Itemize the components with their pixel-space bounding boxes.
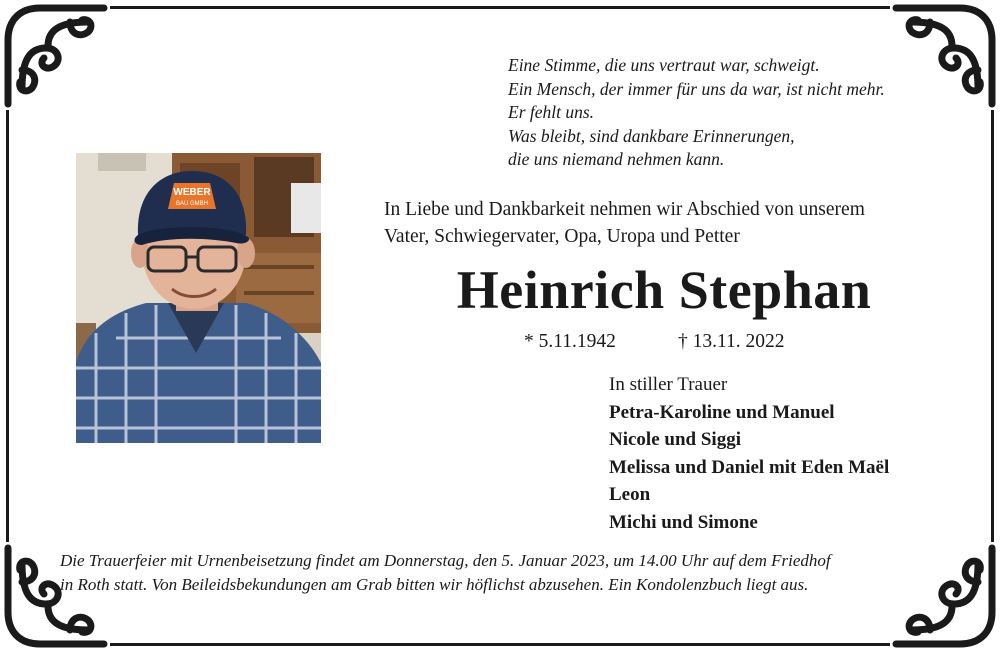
memorial-poem <box>508 54 968 172</box>
notice-line: Die Trauerfeier mit Urnenbeisetzung findet am Donnerstag, den 5. Januar 2023, um 14.00 Uhr auf dem Friedhof <box>60 551 831 570</box>
notice-line: in Roth statt. Von Beileidsbekundungen am Grab bitten wir höflichst abzusehen. Ein Kondolenzbuch liegt aus. <box>60 574 809 594</box>
poem-line: die uns niemand nehmen kann. <box>508 149 725 169</box>
mourner-name: Leon <box>609 484 651 505</box>
mourners-list <box>609 371 989 536</box>
mourner-name: Melissa und Daniel mit Eden Maël <box>609 456 890 478</box>
cap-logo-text: WEBER <box>173 187 211 198</box>
farewell-intro <box>384 196 984 250</box>
portrait-photo <box>76 153 321 443</box>
poem-line: Was bleibt, sind dankbare Erinnerungen, <box>508 125 795 146</box>
funeral-notice <box>60 549 960 596</box>
poem-line: Ein Mensch, der immer für uns da war, ist nicht mehr. <box>508 78 885 99</box>
mourner-name: Nicole und Siggi <box>609 429 741 450</box>
death-date: † 13.11. 2022 <box>678 331 785 352</box>
mourner-name: Petra-Karoline und Manuel <box>609 401 835 423</box>
intro-line: In Liebe und Dankbarkeit nehmen wir Abschied von unserem <box>384 199 865 220</box>
mourners-lead: In stiller Trauer <box>609 374 728 395</box>
corner-ornament-icon <box>0 0 110 110</box>
intro-line: Vater, Schwiegervater, Opa, Uropa und Petter <box>384 226 740 247</box>
birth-date: * 5.11.1942 <box>524 331 616 352</box>
poem-line: Er fehlt uns. <box>508 102 595 122</box>
cap-logo-subtext: BAU GMBH <box>175 201 209 207</box>
deceased-name: Heinrich Stephan <box>456 260 872 320</box>
mourner-name: Michi und Simone <box>609 511 758 533</box>
poem-line: Eine Stimme, die uns vertraut war, schweigt. <box>508 55 820 75</box>
